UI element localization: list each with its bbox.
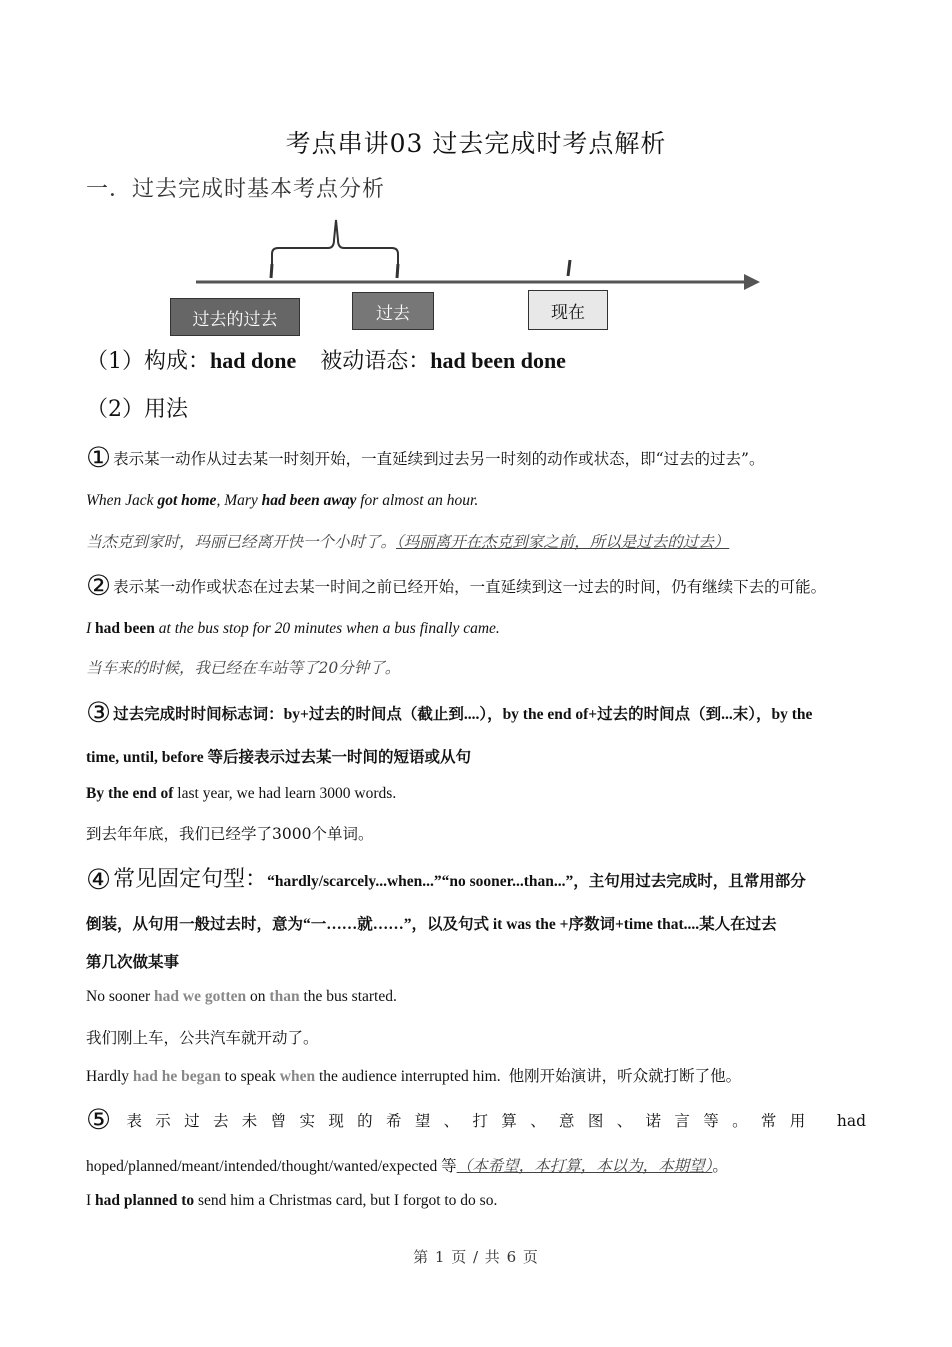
label-past-of-past: 过去的过去 bbox=[170, 298, 300, 336]
usage-3-text: ③ 过去完成时时间标志词：by+过去的时间点（截止到....），by the end of+过去的时间点（到...末），by the bbox=[86, 698, 813, 729]
usage-1-text: ① 表示某一动作从过去某一时刻开始，一直延续到过去另一时刻的动作或状态，即“过去的过去”。 bbox=[86, 441, 765, 474]
usage-4-text: ④常见固定句型：“hardly/scarcely...when...”“no sooner...than...”，主句用过去完成时，且常用部分 bbox=[86, 865, 806, 896]
usage-4-translation-1: 我们刚上车，公共汽车就开动了。 bbox=[86, 1029, 319, 1047]
usage-1-example: When Jack got home, Mary had been away for almost an hour. bbox=[86, 492, 479, 509]
usage-3-translation: 到去年年底，我们已经学了3000个单词。 bbox=[86, 825, 374, 843]
form-active: had done bbox=[210, 348, 297, 373]
timeline-diagram bbox=[160, 212, 780, 342]
timeline-brace bbox=[272, 220, 398, 268]
form-heading: （1）构成：had done 被动语态：had been done bbox=[86, 348, 566, 374]
usage-2-translation: 当车来的时候，我已经在车站等了20分钟了。 bbox=[86, 659, 401, 677]
section-heading: 一．过去完成时基本考点分析 bbox=[86, 177, 386, 202]
usage-5-text-cont: hoped/planned/meant/intended/thought/wanted/expected 等（本希望，本打算，本以为，本期望）。 bbox=[86, 1157, 728, 1175]
timeline-arrowhead bbox=[744, 274, 760, 290]
usage-3-example: By the end of last year, we had learn 3000 words. bbox=[86, 785, 397, 802]
label-now: 现在 bbox=[528, 290, 608, 330]
usage-4-text-cont: 倒装，从句用一般过去时，意为“一……就……”，以及句式 it was the +序数词+time that....某人在过去 bbox=[86, 916, 777, 933]
form-passive: had been done bbox=[430, 348, 566, 373]
usage-heading: （2）用法 bbox=[86, 397, 188, 422]
page-footer: 第 1 页 / 共 6 页 bbox=[413, 1248, 539, 1266]
usage-4-text-cont2: 第几次做某事 bbox=[86, 954, 180, 971]
usage-1-translation: 当杰克到家时，玛丽已经离开快一个小时了。（玛丽离开在杰克到家之前，所以是过去的过去） bbox=[86, 533, 730, 551]
usage-5-example: I had planned to send him a Christmas card, but I forgot to do so. bbox=[86, 1192, 498, 1209]
usage-4-example-1: No sooner had we gotten on than the bus started. bbox=[86, 988, 397, 1005]
usage-2-text: ② 表示某一动作或状态在过去某一时间之前已经开始，一直延续到这一过去的时间，仍有继续下去的可能。 bbox=[86, 569, 827, 602]
usage-5-text: ⑤ 表示过去未曾实现的希望、打算、意图、诺言等。常用 had bbox=[86, 1103, 867, 1136]
usage-3-text-cont: time, until, before 等后接表示过去某一时间的短语或从句 bbox=[86, 749, 472, 766]
label-past: 过去 bbox=[352, 292, 434, 330]
page-title: 考点串讲03 过去完成时考点解析 bbox=[285, 129, 667, 158]
usage-2-example: I had been at the bus stop for 20 minutes when a bus finally came. bbox=[86, 620, 500, 637]
usage-4-example-2: Hardly had he began to speak when the audience interrupted him. 他刚开始演讲，听众就打断了他。 bbox=[86, 1067, 742, 1085]
tick-now bbox=[568, 260, 570, 276]
